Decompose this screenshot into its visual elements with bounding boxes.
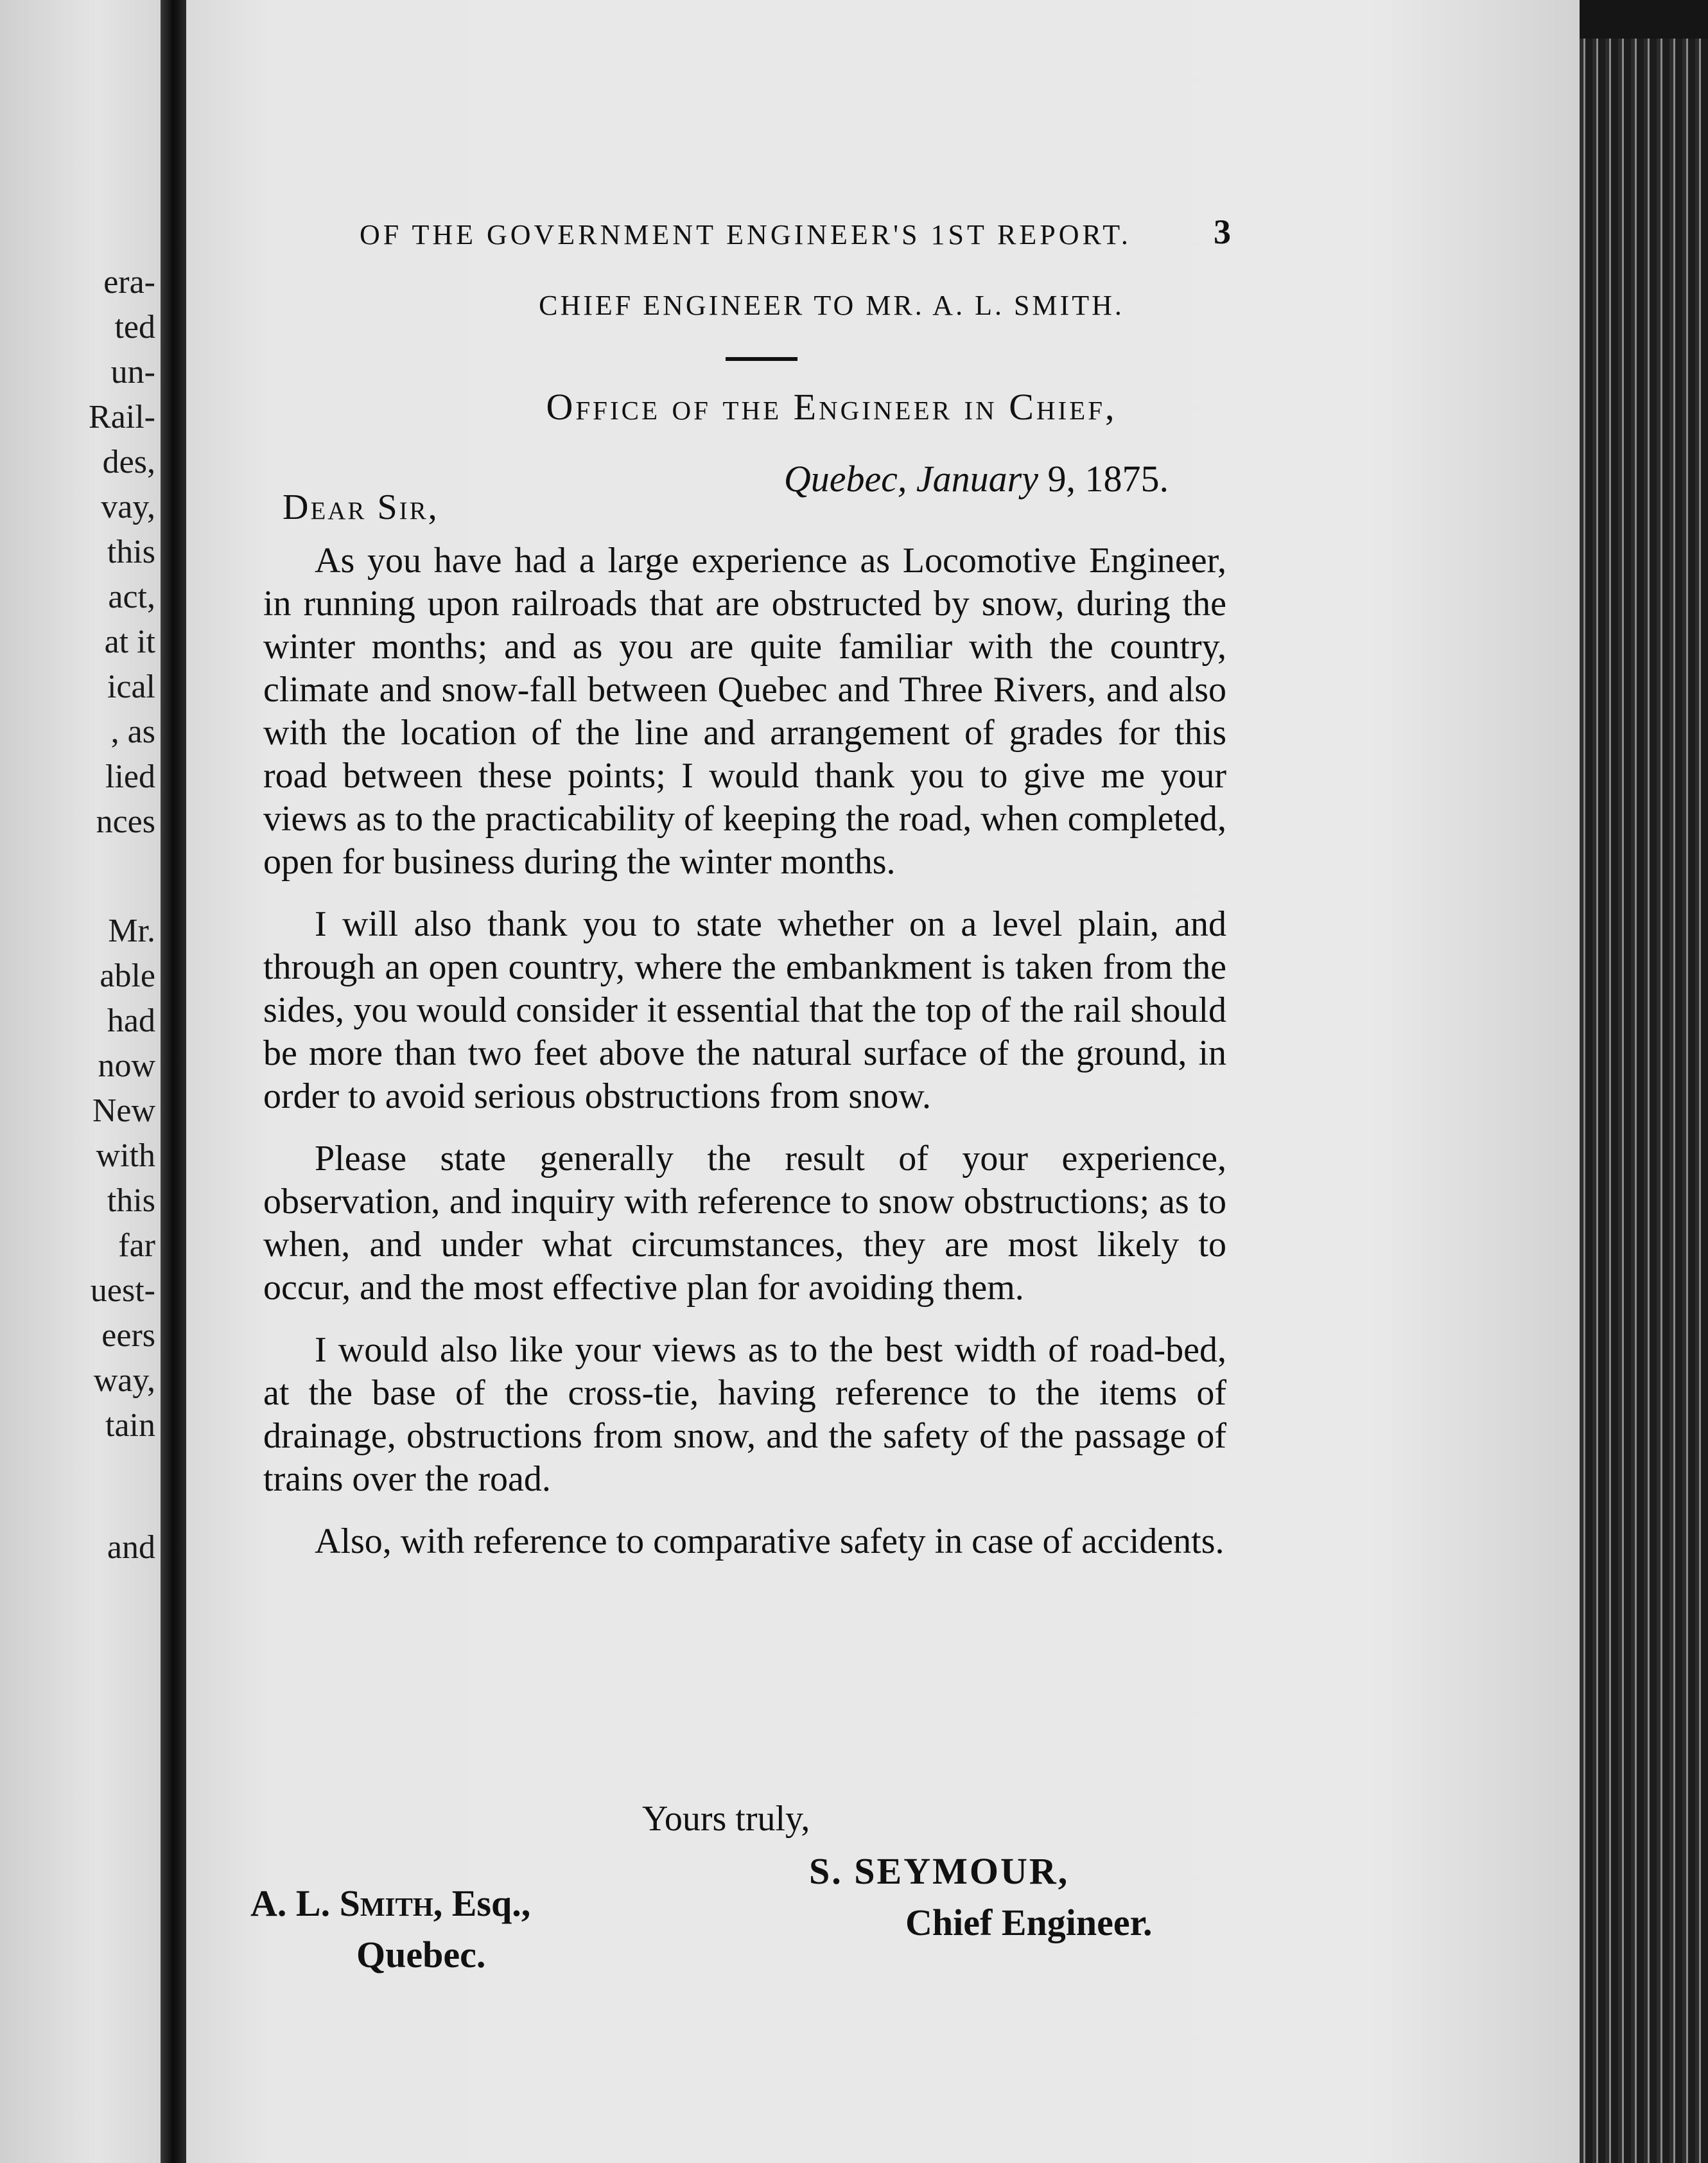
page-number: 3 bbox=[1214, 213, 1231, 251]
left-page-fragment: with bbox=[96, 1137, 155, 1174]
left-page-fragment: this bbox=[107, 534, 155, 570]
paragraph: Please state generally the result of your experience, observation, and inquiry with reference to snow obstructions; as to when, and under what circumstances, they are most likely to occur, and the most effective plan for avoiding them. bbox=[263, 1139, 1226, 1308]
left-page-fragment: nces bbox=[96, 803, 155, 840]
left-page-fragment: this bbox=[107, 1182, 155, 1219]
left-facing-page bbox=[0, 0, 161, 2163]
left-page-fragment: Mr. bbox=[108, 913, 155, 949]
left-page-fragment: way, bbox=[93, 1362, 155, 1399]
signature-name: S. SEYMOUR, bbox=[809, 1850, 1070, 1892]
signature-title: Chief Engineer. bbox=[905, 1902, 1153, 1943]
paragraph: As you have had a large experience as Locomotive Engineer, in running upon railroads that are obstructed by snow, during the winter months; and as you are quite familiar with the country, climate and snow-fall between Quebec and Three Rivers, and also with the location of the line and arrangement of grades for this road between these points; I would thank you to give me your views as to the practicability of keeping the road, when completed, open for business during the winter months. bbox=[263, 541, 1226, 882]
page-edges bbox=[1580, 39, 1708, 2163]
date-rest: 9, 1875. bbox=[1038, 458, 1169, 500]
left-page-fragment: at it bbox=[104, 624, 155, 660]
left-page-fragment: era- bbox=[103, 264, 155, 301]
left-page-fragment: Rail- bbox=[89, 399, 155, 435]
running-head: OF THE GOVERNMENT ENGINEER'S 1ST REPORT. bbox=[360, 219, 1131, 250]
left-page-fragment: lied bbox=[105, 758, 155, 795]
paragraph: I will also thank you to state whether on a level plain, and through an open country, where the embankment is taken from the sides, you would consider it essential that the top of the rail should be more than two feet above the natural surface of the ground, in order to avoid serious obstructions from snow. bbox=[263, 904, 1226, 1116]
left-page-fragment: , as bbox=[110, 714, 155, 750]
addressee-city: Quebec. bbox=[356, 1934, 486, 1975]
dateline bbox=[758, 457, 1169, 500]
addressee-surname: Smith bbox=[339, 1882, 433, 1924]
letter-heading: CHIEF ENGINEER TO MR. A. L. SMITH. bbox=[539, 290, 1124, 321]
office-line: Office of the Engineer in Chief, bbox=[546, 386, 1117, 428]
left-page-fragment: and bbox=[107, 1529, 155, 1566]
left-page-fragment: far bbox=[118, 1227, 155, 1264]
book-gutter bbox=[161, 0, 186, 2163]
addressee-name bbox=[250, 1882, 530, 1925]
left-page-fragment: uest- bbox=[90, 1272, 155, 1309]
date-city: Quebec, January bbox=[783, 458, 1038, 500]
left-page-fragment: eers bbox=[101, 1317, 155, 1354]
heading-rule bbox=[726, 357, 797, 361]
paragraph: I would also like your views as to the best width of road-bed, at the base of the cross-tie, having reference to the items of drainage, obstructions from snow, and the safety of the passage of trains over the road. bbox=[263, 1330, 1226, 1499]
left-page-fragment: des, bbox=[102, 444, 155, 480]
addressee-suffix: , Esq., bbox=[433, 1882, 531, 1924]
left-page-fragment: now bbox=[98, 1047, 155, 1084]
left-page-fragment: ted bbox=[114, 309, 155, 346]
left-page-fragment: ical bbox=[107, 669, 155, 705]
left-page-fragment: vay, bbox=[101, 489, 155, 525]
left-page-fragment: able bbox=[100, 958, 155, 994]
addressee-initials: A. L. bbox=[250, 1882, 340, 1924]
left-page-fragment: had bbox=[107, 1003, 155, 1039]
paragraph: Also, with reference to comparative safety in case of accidents. bbox=[315, 1521, 1224, 1561]
left-page-fragment: un- bbox=[110, 354, 155, 390]
left-page-fragment: New bbox=[92, 1092, 155, 1129]
left-page-fragment: act, bbox=[108, 579, 155, 615]
letter-body bbox=[263, 539, 1226, 1582]
closing: Yours truly, bbox=[642, 1799, 810, 1839]
left-page-fragment: tain bbox=[105, 1407, 155, 1444]
salutation: Dear Sir, bbox=[283, 487, 439, 527]
